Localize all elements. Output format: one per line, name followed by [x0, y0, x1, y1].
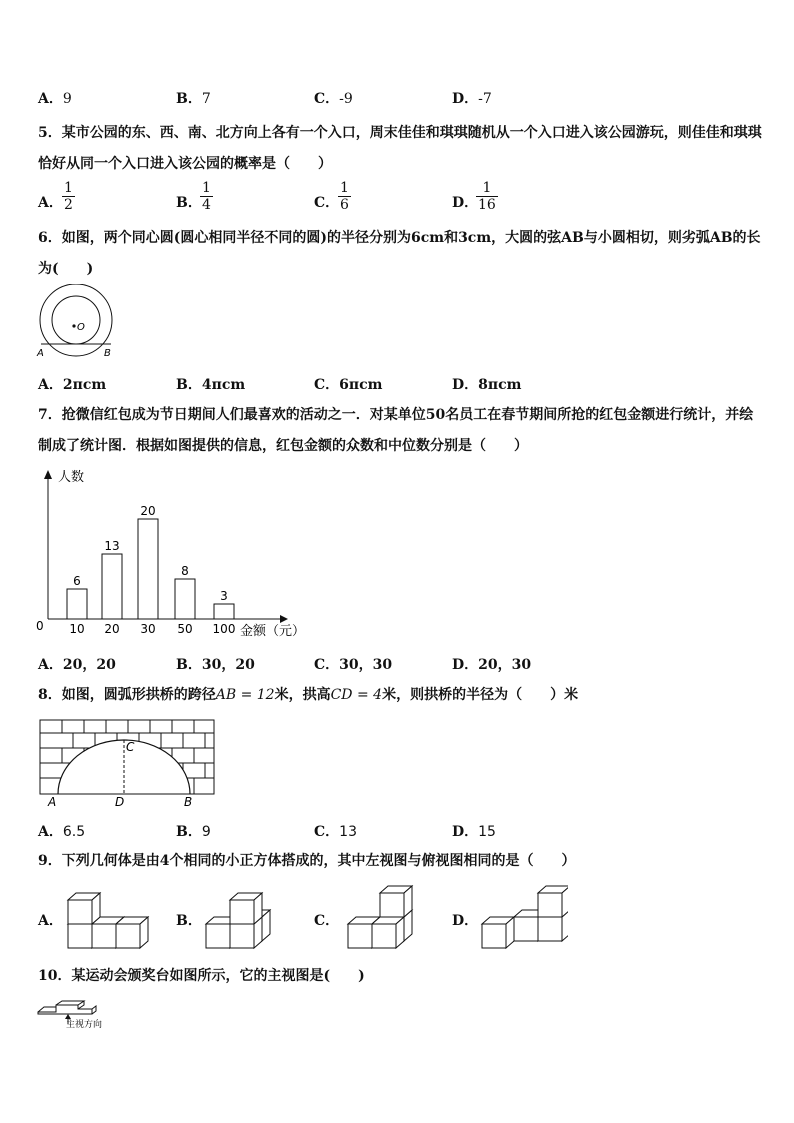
origin-label: 0 — [36, 619, 44, 633]
q5-option-a-fraction: 1 2 — [64, 180, 73, 213]
q6-option-c[interactable]: C．6πcm — [314, 377, 383, 393]
bar-100 — [214, 604, 234, 619]
label-b: B — [104, 348, 111, 359]
q8-figure-arch-bridge — [38, 718, 218, 808]
q6-option-b[interactable]: B．4πcm — [176, 377, 246, 393]
q6-stem-line1: 6．如图，两个同心圆(圆心相同半径不同的圆)的半径分别为6cm和3cm，大圆的弦AB与小圆相切，则劣弧AB的长 — [38, 230, 761, 246]
q10-figure-podium — [34, 996, 124, 1032]
label-b: B — [184, 795, 193, 808]
q9-option-d[interactable]: D． — [452, 913, 479, 929]
q6-option-a[interactable]: A．2πcm — [38, 377, 107, 393]
small-circle — [52, 296, 100, 344]
q5-option-a[interactable]: A． — [38, 195, 63, 211]
q9-option-a[interactable]: A． — [38, 913, 63, 929]
bar-50 — [175, 579, 195, 619]
bar-20 — [102, 554, 122, 619]
x-axis-arrow — [280, 615, 288, 623]
q7-stem-line1: 7．抢微信红包成为节日期间人们最喜欢的活动之一．对某单位50名员工在春节期间所抢的红包金额进行统计，并绘 — [38, 407, 754, 423]
q9-option-b[interactable]: B． — [176, 913, 202, 929]
q10-stem: 10．某运动会颁奖台如图所示，它的主视图是( ) — [38, 968, 365, 984]
q5-stem-line2: 恰好从同一个入口进入该公园的概率是（ ） — [38, 156, 332, 172]
q7-option-c[interactable]: C．30，30 — [314, 657, 393, 673]
q5-option-b-fraction: 1 4 — [202, 180, 211, 213]
bar-value-label-100: 3 — [220, 589, 228, 603]
q9-stem: 9．下列几何体是由4个相同的小正方体搭成的，其中左视图与俯视图相同的是（ ） — [38, 853, 576, 869]
q8-option-d[interactable]: D．15 — [452, 824, 496, 840]
q8-option-c[interactable]: C．13 — [314, 824, 357, 840]
q6-figure-concentric-circles — [32, 284, 124, 360]
x-tick-label-10: 10 — [69, 622, 85, 636]
big-circle — [40, 284, 112, 356]
q4-option-b[interactable]: B．7 — [176, 91, 211, 107]
q5-option-d[interactable]: D． — [452, 195, 479, 211]
x-tick-label-50: 50 — [177, 622, 193, 636]
q8-option-b[interactable]: B．9 — [176, 824, 211, 840]
q4-option-d[interactable]: D．-7 — [452, 91, 492, 107]
q8-stem: 8．如图，圆弧形拱桥的跨径AB = 12米，拱高CD = 4米，则拱桥的半径为（ ）米 — [38, 687, 579, 703]
q9-option-c-figure — [344, 882, 424, 956]
cube — [482, 917, 514, 948]
y-axis-label: 人数 — [58, 470, 85, 485]
height-expression: CD = 4 — [330, 687, 383, 703]
center-point — [72, 324, 75, 327]
q7-bar-chart — [32, 464, 312, 644]
q5-option-c-fraction: 1 6 — [340, 180, 349, 213]
q4-option-c[interactable]: C．-9 — [314, 91, 353, 107]
q9-option-b-figure — [202, 886, 282, 956]
label-o: O — [77, 322, 85, 333]
q8-option-a[interactable]: A．6.5 — [38, 824, 86, 840]
q5-option-d-fraction: 1 16 — [478, 180, 496, 213]
q7-stem-line2: 制成了统计图．根据如图提供的信息，红包金额的众数和中位数分别是（ ） — [38, 438, 528, 454]
q9-option-c[interactable]: C． — [314, 913, 340, 929]
bar-10 — [67, 589, 87, 619]
y-axis-arrow — [44, 470, 52, 479]
label-d: D — [115, 795, 125, 808]
bar-value-label-20: 13 — [104, 539, 120, 553]
label-c: C — [126, 740, 135, 754]
cube — [538, 886, 568, 917]
bars-group — [67, 504, 235, 636]
label-a: A — [37, 348, 44, 359]
x-axis-label: 金额（元） — [240, 624, 306, 639]
x-tick-label-30: 30 — [140, 622, 156, 636]
q5-option-b[interactable]: B． — [176, 195, 202, 211]
cube — [68, 893, 100, 924]
cube — [230, 893, 262, 924]
view-direction-label: 主视方向 — [66, 1020, 103, 1030]
q6-option-d[interactable]: D．8πcm — [452, 377, 522, 393]
q5-option-c[interactable]: C． — [314, 195, 340, 211]
q9-option-a-figure — [66, 886, 166, 956]
bar-value-label-10: 6 — [73, 574, 81, 588]
cube — [372, 917, 404, 948]
q9-option-d-figure — [478, 882, 568, 956]
q6-stem-line2: 为( ) — [38, 261, 94, 277]
label-a: A — [48, 795, 57, 808]
q7-option-b[interactable]: B．30，20 — [176, 657, 255, 673]
bar-value-label-50: 8 — [181, 564, 189, 578]
x-tick-label-20: 20 — [104, 622, 120, 636]
q4-option-a[interactable]: A．9 — [38, 91, 72, 107]
bar-30 — [138, 519, 158, 619]
x-tick-label-100: 100 — [212, 622, 236, 636]
cube — [116, 917, 148, 948]
q5-stem-line1: 5．某市公园的东、西、南、北方向上各有一个入口，周末佳佳和琪琪随机从一个入口进入该公园游玩，则佳佳和琪琪 — [38, 125, 762, 141]
bar-value-label-30: 20 — [140, 504, 156, 518]
cube — [380, 886, 412, 917]
q7-option-d[interactable]: D．20，30 — [452, 657, 532, 673]
q7-option-a[interactable]: A．20，20 — [38, 657, 116, 673]
span-expression: AB = 12 — [215, 687, 275, 703]
